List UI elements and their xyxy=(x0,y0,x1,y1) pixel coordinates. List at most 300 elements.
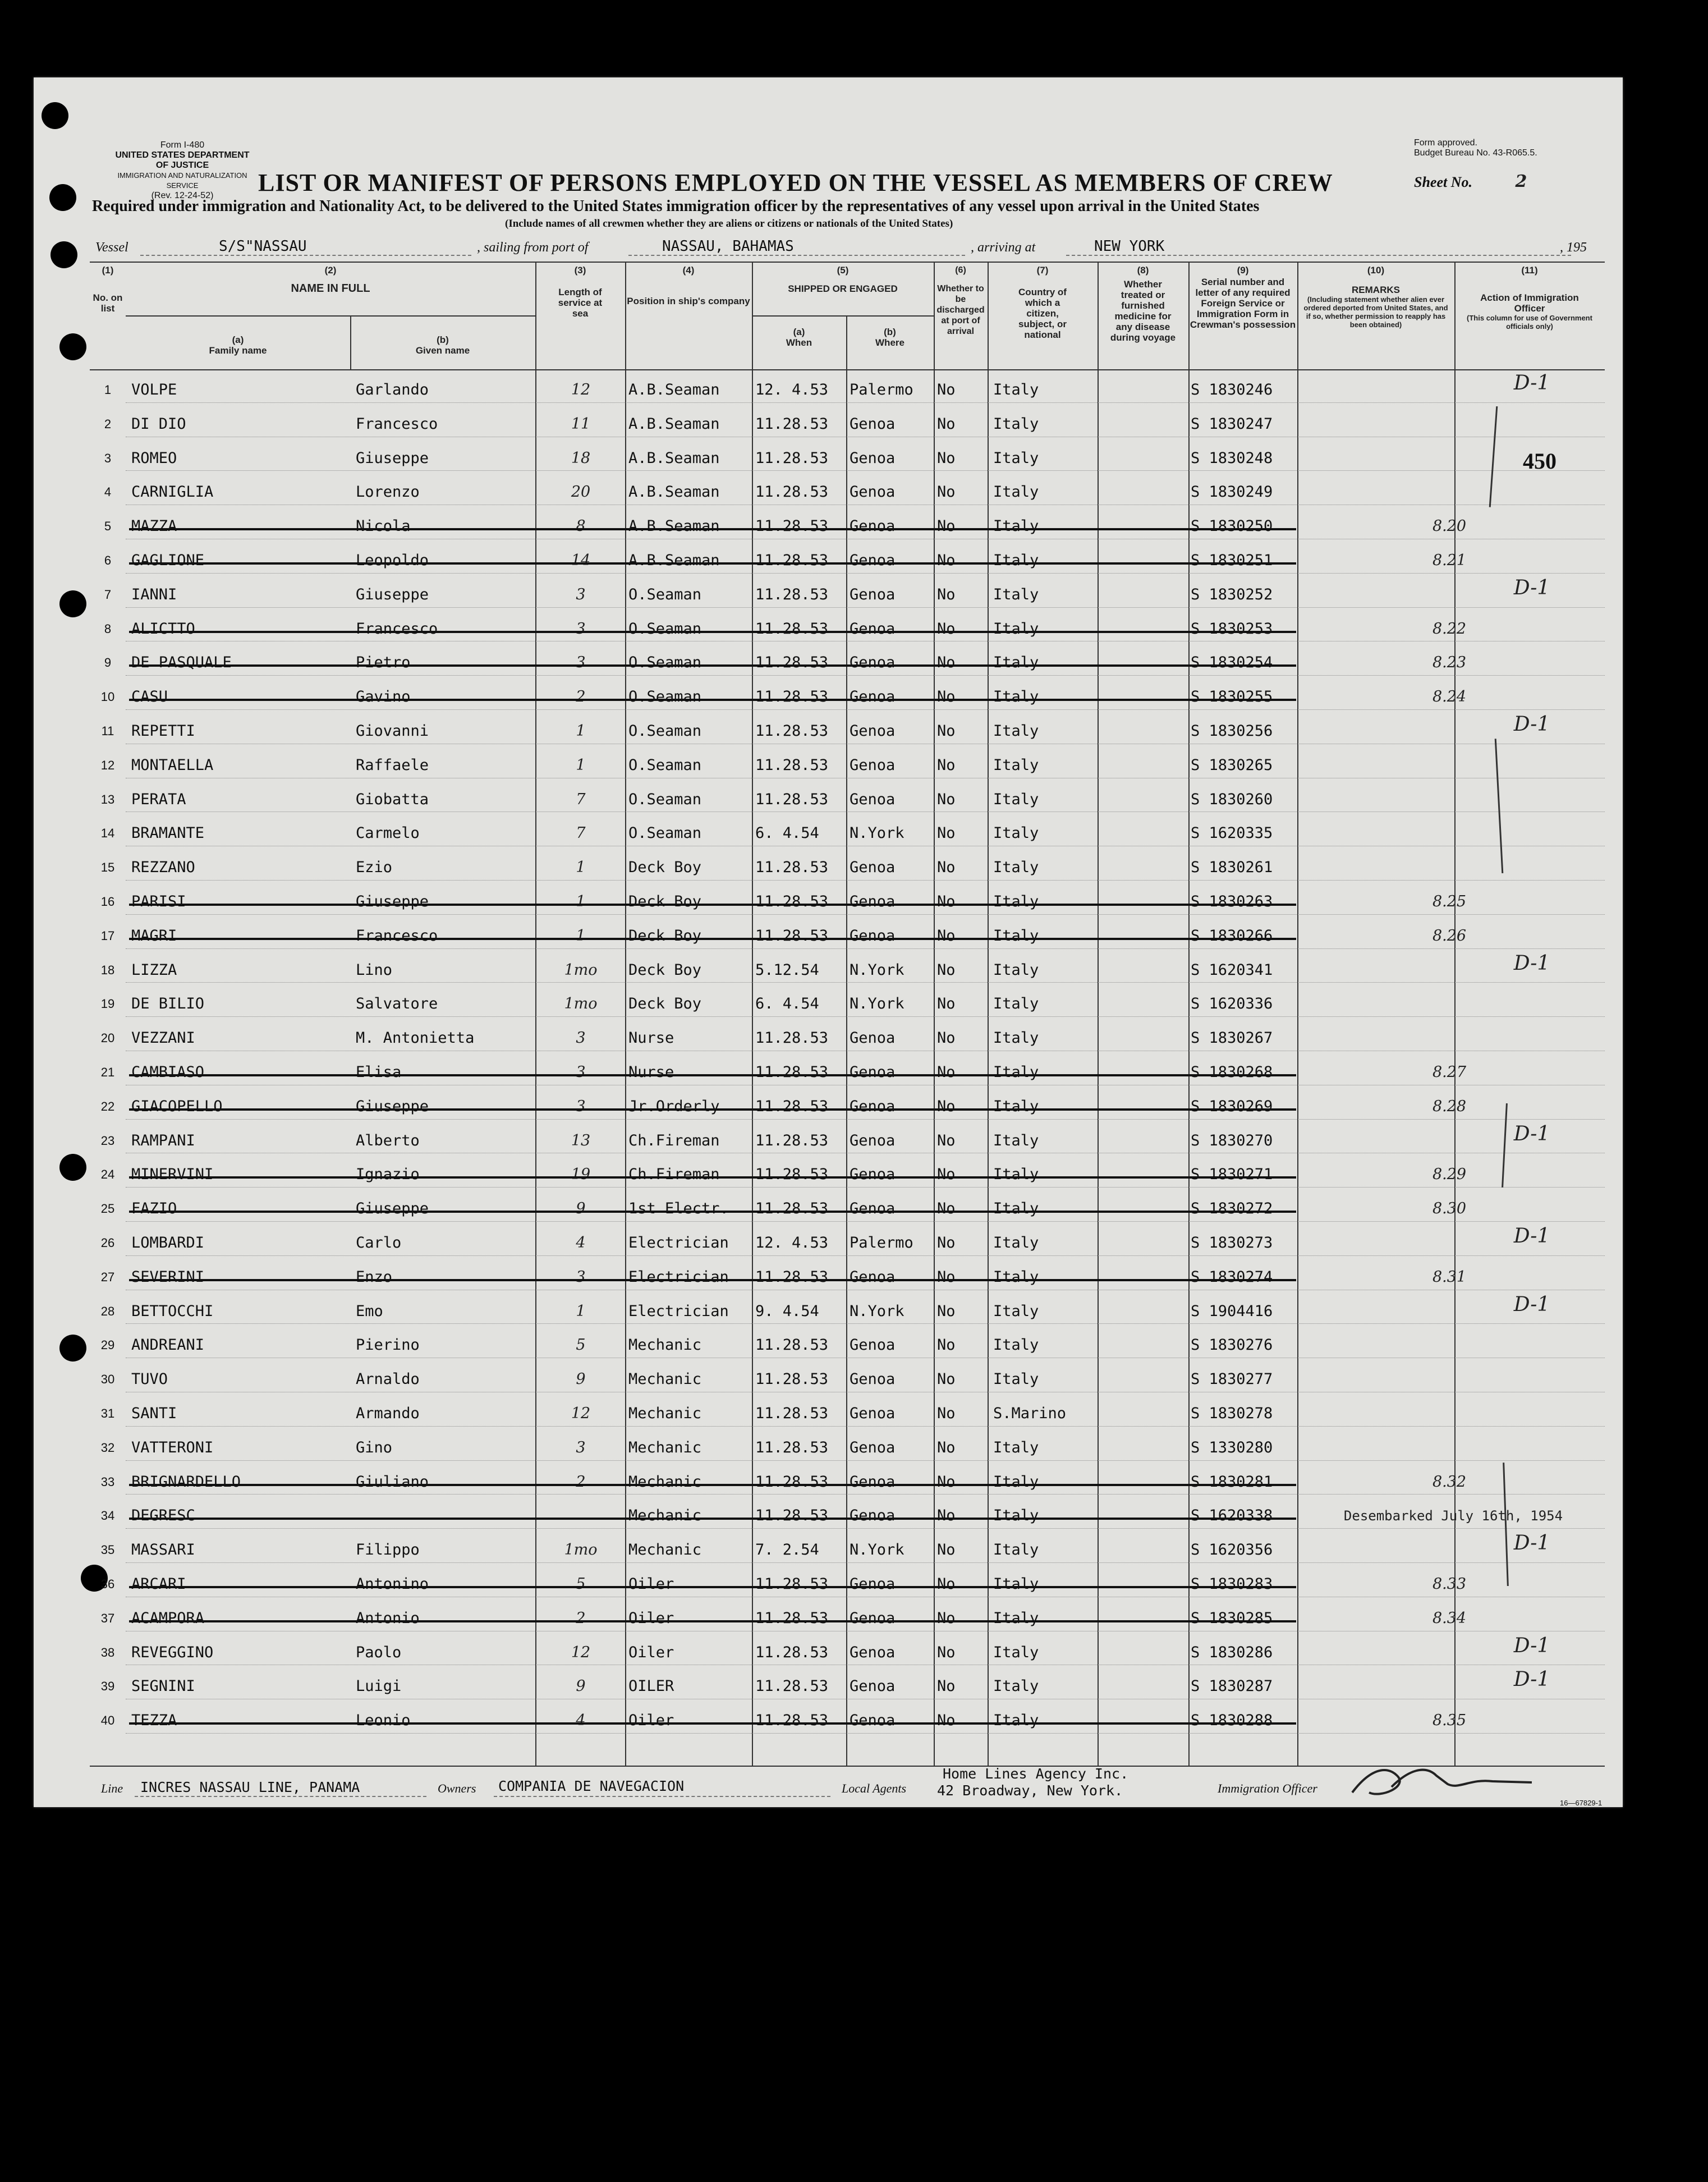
remarks: 8.32 xyxy=(1432,1473,1467,1491)
officer-action: D-1 xyxy=(1513,1670,1550,1690)
row-number: 5 xyxy=(104,519,112,534)
service-length: 9 xyxy=(576,1200,586,1218)
arriving-port: NEW YORK xyxy=(1094,238,1165,255)
col2-num: (2) xyxy=(324,265,337,276)
country: Italy xyxy=(993,1302,1039,1320)
col10-label: REMARKS xyxy=(1352,285,1400,295)
shipped-when: 11.28.53 xyxy=(755,1097,829,1115)
shipped-where: Genoa xyxy=(850,688,896,706)
col4-header xyxy=(625,265,752,306)
position: Mechanic xyxy=(628,1541,702,1559)
service-length: 1 xyxy=(576,859,586,877)
shipped-when: 11.28.53 xyxy=(755,1677,829,1695)
discharged: No xyxy=(937,1541,956,1559)
shipped-when: 11.28.53 xyxy=(755,654,829,672)
row-number: 21 xyxy=(100,1065,115,1079)
row-number: 16 xyxy=(100,895,115,909)
crew-rows xyxy=(90,374,1605,1754)
discharged: No xyxy=(937,824,956,842)
table-row xyxy=(90,1022,1605,1056)
family-name: FAZIO xyxy=(131,1200,177,1218)
given-name: Lino xyxy=(356,961,393,979)
remarks: 8.29 xyxy=(1432,1166,1467,1184)
serial-number: S 1620356 xyxy=(1191,1541,1273,1559)
row-number: 34 xyxy=(100,1509,115,1523)
col8-num: (8) xyxy=(1137,265,1149,276)
strikethrough-line xyxy=(129,1620,1296,1622)
serial-number: S 1830272 xyxy=(1191,1200,1273,1218)
service-length: 3 xyxy=(576,1268,586,1286)
table-row xyxy=(90,442,1605,476)
family-name: SEGNINI xyxy=(131,1677,195,1695)
country: Italy xyxy=(993,859,1039,877)
given-name: Gavino xyxy=(356,688,411,706)
discharged: No xyxy=(937,552,956,569)
service-length: 4 xyxy=(576,1234,586,1252)
shipped-where: Genoa xyxy=(850,893,896,910)
discharged: No xyxy=(937,654,956,672)
row-number: 35 xyxy=(100,1543,115,1557)
service-length: 13 xyxy=(571,1131,591,1149)
row-number: 33 xyxy=(100,1474,115,1489)
officer-signature xyxy=(1347,1759,1537,1804)
family-name: ARCARI xyxy=(131,1575,186,1593)
shipped-where: Genoa xyxy=(850,1336,896,1354)
serial-number: S 1830286 xyxy=(1191,1643,1273,1661)
position: A.B.Seaman xyxy=(628,381,720,398)
table-row xyxy=(90,579,1605,613)
voyage-line xyxy=(67,236,1594,258)
country: Italy xyxy=(993,1234,1039,1252)
table-row xyxy=(90,1090,1605,1125)
service-length: 9 xyxy=(576,1370,586,1388)
discharged: No xyxy=(937,893,956,910)
given-name: Giovanni xyxy=(356,722,429,740)
row-rule xyxy=(126,1460,1605,1461)
family-name: TEZZA xyxy=(131,1712,177,1730)
row-rule xyxy=(126,948,1605,949)
service-length: 3 xyxy=(576,620,586,638)
country: Italy xyxy=(993,1609,1039,1627)
col5a-header: (a) When xyxy=(786,327,812,348)
family-name: MINERVINI xyxy=(131,1166,214,1184)
position: O.Seaman xyxy=(628,654,702,672)
country: Italy xyxy=(993,1200,1039,1218)
discharged: No xyxy=(937,620,956,638)
table-top-rule xyxy=(90,262,1605,263)
position: Mechanic xyxy=(628,1438,702,1456)
table-row xyxy=(90,1500,1605,1534)
shipped-where: Genoa xyxy=(850,1064,896,1081)
service-length: 1 xyxy=(576,893,586,910)
col11-sublabel: (This column for use of Government officials only) xyxy=(1467,314,1592,331)
col3-header xyxy=(535,265,625,319)
position: Mechanic xyxy=(628,1405,702,1422)
table-row xyxy=(90,1670,1605,1704)
table-row xyxy=(90,1602,1605,1636)
shipped-when: 11.28.53 xyxy=(755,449,829,467)
shipped-where: Genoa xyxy=(850,1166,896,1184)
discharged: No xyxy=(937,585,956,603)
serial-number: S 1830265 xyxy=(1191,756,1273,774)
strikethrough-line xyxy=(129,1722,1296,1725)
table-row xyxy=(90,954,1605,988)
shipped-when: 11.28.53 xyxy=(755,893,829,910)
table-row xyxy=(90,1125,1605,1159)
subtitle: Required under immigration and Nationality Act, to be delivered to the United States immigration officer by the representatives of any vessel upon arrival in the United States xyxy=(92,198,1260,215)
position: Deck Boy xyxy=(628,893,702,910)
col10-sublabel: (Including statement whether alien ever ordered deported from United States, and if so, whether permission to reapply has been obtained) xyxy=(1303,295,1448,329)
remarks: 8.33 xyxy=(1432,1575,1467,1593)
position: Deck Boy xyxy=(628,859,702,877)
shipped-when: 12. 4.53 xyxy=(755,1234,829,1252)
table-row xyxy=(90,544,1605,579)
shipped-where: Genoa xyxy=(850,1200,896,1218)
sailing-label: , sailing from port of xyxy=(477,240,589,255)
position: Deck Boy xyxy=(628,927,702,945)
punch-hole xyxy=(49,184,76,211)
given-name: Ignazio xyxy=(356,1166,420,1184)
table-row xyxy=(90,1056,1605,1090)
col7-header xyxy=(988,265,1098,340)
family-name: ROMEO xyxy=(131,449,177,467)
officer-action: D-1 xyxy=(1513,954,1550,973)
print-number: 16—67829-1 xyxy=(1560,1799,1603,1807)
shipped-subrule xyxy=(752,315,934,317)
shipped-where: Genoa xyxy=(850,552,896,569)
col8-label: Whether treated or furnished medicine for any disease during voyage xyxy=(1110,279,1176,343)
row-number: 38 xyxy=(100,1645,115,1660)
remarks: 8.24 xyxy=(1432,688,1467,706)
vessel-rule xyxy=(140,255,471,256)
row-rule xyxy=(126,1528,1605,1529)
officer-action: D-1 xyxy=(1513,715,1550,734)
row-rule xyxy=(126,1323,1605,1324)
table-row xyxy=(90,408,1605,442)
given-name: Arnaldo xyxy=(356,1370,420,1388)
table-row xyxy=(90,1432,1605,1466)
row-rule xyxy=(126,607,1605,608)
discharged: No xyxy=(937,1302,956,1320)
sailing-port: NASSAU, BAHAMAS xyxy=(662,238,794,255)
service-length: 3 xyxy=(576,1064,586,1081)
discharged: No xyxy=(937,1268,956,1286)
position: O.Seaman xyxy=(628,824,702,842)
given-name: Giuseppe xyxy=(356,1097,429,1115)
shipped-where: Genoa xyxy=(850,654,896,672)
shipped-where: Genoa xyxy=(850,1097,896,1115)
country: Italy xyxy=(993,585,1039,603)
strikethrough-line xyxy=(129,904,1296,906)
serial-number: S 1830247 xyxy=(1191,415,1273,433)
shipped-when: 12. 4.53 xyxy=(755,381,829,398)
row-number: 24 xyxy=(100,1167,115,1182)
service-length: 3 xyxy=(576,1438,586,1456)
given-name: Antonio xyxy=(356,1609,420,1627)
family-name: BRIGNARDELLO xyxy=(131,1473,241,1491)
family-name: REPETTI xyxy=(131,722,195,740)
strikethrough-line xyxy=(129,1279,1296,1281)
service-length: 19 xyxy=(571,1166,591,1184)
family-name: REZZANO xyxy=(131,859,195,877)
service-length: 1 xyxy=(576,1302,586,1320)
country: Italy xyxy=(993,517,1039,535)
row-number: 15 xyxy=(100,860,115,875)
table-row xyxy=(90,1261,1605,1295)
given-name: Emo xyxy=(356,1302,383,1320)
shipped-where: Genoa xyxy=(850,859,896,877)
country: Italy xyxy=(993,1029,1039,1047)
col2a-header: (a) Family name xyxy=(209,334,267,356)
country: S.Marino xyxy=(993,1405,1067,1422)
row-rule xyxy=(126,470,1605,471)
discharged: No xyxy=(937,1166,956,1184)
shipped-when: 11.28.53 xyxy=(755,1712,829,1730)
row-rule xyxy=(126,1016,1605,1017)
given-name: Giobatta xyxy=(356,790,429,808)
row-number: 25 xyxy=(100,1202,115,1216)
service: IMMIGRATION AND NATURALIZATION SERVICE xyxy=(117,171,247,190)
owners-value: COMPANIA DE NAVEGACION xyxy=(498,1778,685,1794)
col4-num: (4) xyxy=(682,265,695,276)
table-row xyxy=(90,1158,1605,1193)
shipped-when: 11.28.53 xyxy=(755,1200,829,1218)
col6-num: (6) xyxy=(955,265,966,275)
service-length: 2 xyxy=(576,688,586,706)
agents-line1: Home Lines Agency Inc. xyxy=(943,1766,1129,1782)
table-row xyxy=(90,1704,1605,1739)
country: Italy xyxy=(993,927,1039,945)
position: Ch.Fireman xyxy=(628,1166,720,1184)
row-rule xyxy=(126,675,1605,676)
position: O.Seaman xyxy=(628,756,702,774)
shipped-when: 11.28.53 xyxy=(755,1473,829,1491)
row-rule xyxy=(126,1221,1605,1222)
punch-hole xyxy=(59,1154,86,1181)
officer-action: D-1 xyxy=(1513,578,1550,598)
shipped-when: 7. 2.54 xyxy=(755,1541,819,1559)
table-row xyxy=(90,1636,1605,1671)
shipped-where: Genoa xyxy=(850,449,896,467)
country: Italy xyxy=(993,1336,1039,1354)
remarks: 8.20 xyxy=(1432,517,1467,535)
agents-label: Local Agents xyxy=(842,1781,907,1795)
given-name: Nicola xyxy=(356,517,411,535)
given-name: Enzo xyxy=(356,1268,393,1286)
shipped-when: 11.28.53 xyxy=(755,1268,829,1286)
country: Italy xyxy=(993,1473,1039,1491)
header-bottom-rule xyxy=(90,369,1605,370)
country: Italy xyxy=(993,1268,1039,1286)
family-name: SANTI xyxy=(131,1405,177,1422)
table-row xyxy=(90,1295,1605,1330)
country: Italy xyxy=(993,620,1039,638)
approval-block xyxy=(1414,138,1537,158)
discharged: No xyxy=(937,995,956,1013)
shipped-when: 11.28.53 xyxy=(755,483,829,501)
position: Electrician xyxy=(628,1302,729,1320)
shipped-where: N.York xyxy=(850,961,904,979)
position: Oiler xyxy=(628,1609,674,1627)
family-name: IANNI xyxy=(131,585,177,603)
row-rule xyxy=(126,1733,1605,1734)
col9-num: (9) xyxy=(1237,265,1249,276)
table-row xyxy=(90,510,1605,544)
family-name: PARISI xyxy=(131,893,186,910)
row-number: 27 xyxy=(100,1269,115,1284)
country: Italy xyxy=(993,1677,1039,1695)
position: Jr.Orderly xyxy=(628,1097,720,1115)
table-row xyxy=(90,1397,1605,1432)
service-length: 3 xyxy=(576,654,586,672)
given-name: Ezio xyxy=(356,859,393,877)
service-length: 3 xyxy=(576,1097,586,1115)
given-name: Giuliano xyxy=(356,1473,429,1491)
serial-number: S 1830251 xyxy=(1191,552,1273,569)
shipped-where: Genoa xyxy=(850,517,896,535)
given-name: Raffaele xyxy=(356,756,429,774)
family-name: VOLPE xyxy=(131,381,177,398)
given-name: Leopoldo xyxy=(356,552,429,569)
row-number: 13 xyxy=(100,792,115,806)
given-name: Francesco xyxy=(356,927,438,945)
row-number: 17 xyxy=(100,928,115,943)
position: Nurse xyxy=(628,1064,674,1081)
table-row xyxy=(90,374,1605,408)
given-name: Francesco xyxy=(356,620,438,638)
service-length: 7 xyxy=(576,824,586,842)
row-number: 39 xyxy=(100,1679,115,1694)
row-rule xyxy=(126,1255,1605,1256)
service-length: 3 xyxy=(576,585,586,603)
family-name: MONTAELLA xyxy=(131,756,214,774)
shipped-when: 11.28.53 xyxy=(755,1643,829,1661)
col5-header xyxy=(752,265,934,294)
country: Italy xyxy=(993,1064,1039,1081)
given-name: Giuseppe xyxy=(356,1200,429,1218)
position: A.B.Seaman xyxy=(628,552,720,569)
table-row xyxy=(90,681,1605,715)
serial-number: S 1830252 xyxy=(1191,585,1273,603)
position: Mechanic xyxy=(628,1507,702,1525)
position: Deck Boy xyxy=(628,995,702,1013)
given-name: Gino xyxy=(356,1438,393,1456)
country: Italy xyxy=(993,1643,1039,1661)
col8-header xyxy=(1098,265,1188,343)
discharged: No xyxy=(937,1473,956,1491)
row-number: 30 xyxy=(100,1372,115,1387)
row-rule xyxy=(126,709,1605,710)
serial-number: S 1830276 xyxy=(1191,1336,1273,1354)
country: Italy xyxy=(993,1370,1039,1388)
given-name: Alberto xyxy=(356,1131,420,1149)
row-number: 29 xyxy=(100,1338,115,1353)
service-length: 1 xyxy=(576,756,586,774)
given-name: Pierino xyxy=(356,1336,420,1354)
shipped-when: 6. 4.54 xyxy=(755,824,819,842)
table-row xyxy=(90,1534,1605,1568)
shipped-where: Genoa xyxy=(850,585,896,603)
table-row xyxy=(90,1227,1605,1261)
family-name: BETTOCCHI xyxy=(131,1302,214,1320)
position: O.Seaman xyxy=(628,790,702,808)
strikethrough-line xyxy=(129,562,1296,565)
serial-number: S 1830277 xyxy=(1191,1370,1273,1388)
given-name: Lorenzo xyxy=(356,483,420,501)
shipped-when: 11.28.53 xyxy=(755,415,829,433)
service-length: 11 xyxy=(571,415,591,433)
strikethrough-line xyxy=(129,938,1296,940)
discharged: No xyxy=(937,1438,956,1456)
table-row xyxy=(90,1466,1605,1500)
remarks: 8.26 xyxy=(1432,927,1467,945)
family-name: SEVERINI xyxy=(131,1268,205,1286)
remarks: 8.31 xyxy=(1432,1268,1467,1286)
owners-rule xyxy=(494,1796,830,1797)
sheet-no-label: Sheet No. xyxy=(1414,174,1472,190)
row-rule xyxy=(126,982,1605,983)
table-row xyxy=(90,817,1605,851)
service-length: 1mo xyxy=(564,961,598,979)
row-number: 22 xyxy=(100,1099,115,1113)
family-name: DE BILIO xyxy=(131,995,205,1013)
country: Italy xyxy=(993,1507,1039,1525)
country: Italy xyxy=(993,552,1039,569)
position: Oiler xyxy=(628,1712,674,1730)
serial-number: S 1830254 xyxy=(1191,654,1273,672)
shipped-when: 11.28.53 xyxy=(755,927,829,945)
country: Italy xyxy=(993,961,1039,979)
col11-header xyxy=(1454,265,1605,331)
table-row xyxy=(90,1193,1605,1227)
serial-number: S 1620335 xyxy=(1191,824,1273,842)
family-name: BRAMANTE xyxy=(131,824,205,842)
row-rule xyxy=(126,914,1605,915)
serial-number: S 1830281 xyxy=(1191,1473,1273,1491)
row-rule xyxy=(126,1187,1605,1188)
position: O.Seaman xyxy=(628,620,702,638)
row-number: 6 xyxy=(104,553,112,567)
col1-label: No. on list xyxy=(93,292,123,314)
table-row xyxy=(90,886,1605,920)
discharged: No xyxy=(937,1234,956,1252)
given-name: Armando xyxy=(356,1405,420,1422)
country: Italy xyxy=(993,449,1039,467)
col5-label: SHIPPED OR ENGAGED xyxy=(788,283,898,294)
serial-number: S 1830288 xyxy=(1191,1712,1273,1730)
officer-label: Immigration Officer xyxy=(1218,1781,1317,1795)
remarks: 8.30 xyxy=(1432,1200,1467,1218)
discharged: No xyxy=(937,381,956,398)
subtitle-note: (Include names of all crewmen whether they are aliens or citizens or nationals of the United States) xyxy=(505,218,953,230)
serial-number: S 1830260 xyxy=(1191,790,1273,808)
position: Electrician xyxy=(628,1234,729,1252)
remarks: 8.27 xyxy=(1432,1064,1467,1081)
given-name: Giuseppe xyxy=(356,893,429,910)
arriving-rule xyxy=(1066,255,1571,256)
given-name: Carmelo xyxy=(356,824,420,842)
table-row xyxy=(90,647,1605,681)
serial-number: S 1830267 xyxy=(1191,1029,1273,1047)
table-row xyxy=(90,988,1605,1022)
row-number: 1 xyxy=(104,383,112,397)
shipped-where: Palermo xyxy=(850,381,913,398)
shipped-where: Genoa xyxy=(850,1507,896,1525)
discharged: No xyxy=(937,1405,956,1422)
discharged: No xyxy=(937,1097,956,1115)
col2b-header: (b) Given name xyxy=(415,334,470,356)
shipped-where: Genoa xyxy=(850,790,896,808)
